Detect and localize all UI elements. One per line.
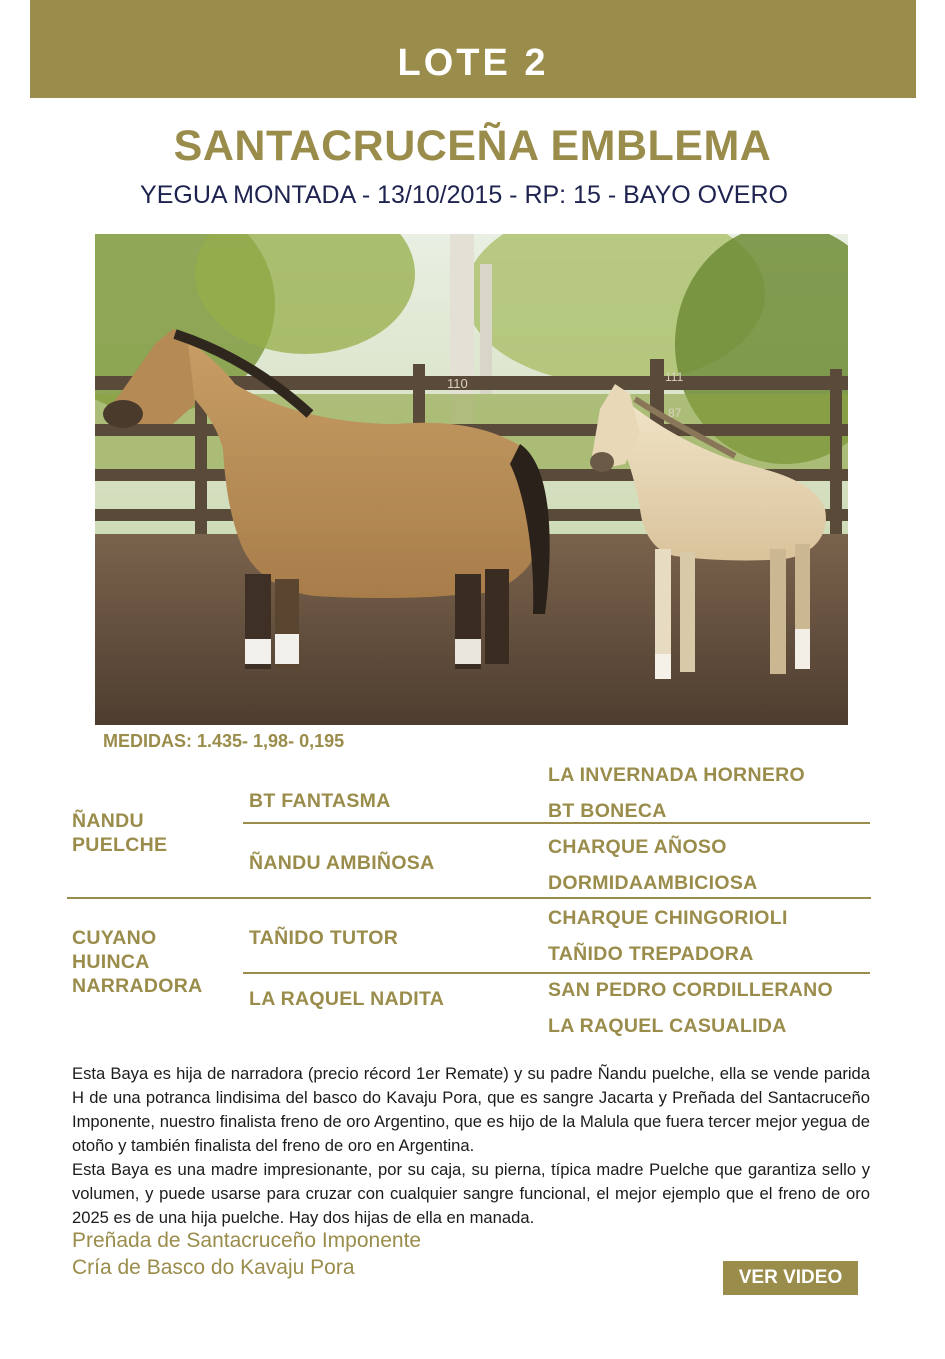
header-bar	[30, 0, 916, 98]
fence-tag-87: 87	[668, 406, 682, 420]
measures-text: MEDIDAS: 1.435- 1,98- 0,195	[103, 731, 345, 751]
pregnancy-note: Preñada de Santacruceño Imponente	[72, 1229, 422, 1252]
sire-dam: ÑANDU AMBIÑOSA	[249, 852, 435, 874]
gen3-entry: SAN PEDRO CORDILLERANO	[548, 979, 834, 1001]
foal-note: Cría de Basco do Kavaju Pora	[72, 1256, 355, 1279]
sire-sire: BT FANTASMA	[249, 790, 391, 812]
description	[72, 1062, 870, 1230]
horse-photo-illustration	[95, 234, 848, 725]
gen3-entry: LA RAQUEL CASUALIDA	[548, 1015, 787, 1037]
dam-name	[72, 926, 203, 998]
pedigree-divider	[67, 897, 871, 899]
gen3-entry: DORMIDAAMBICIOSA	[548, 872, 758, 894]
pedigree-divider	[243, 822, 870, 824]
dam-name-line: NARRADORA	[72, 975, 203, 997]
horse-name: SANTACRUCEÑA EMBLEMA	[173, 122, 772, 170]
fence-tag-111: 111	[665, 370, 684, 384]
sire-name-line: PUELCHE	[72, 834, 168, 856]
dam-dam: LA RAQUEL NADITA	[249, 988, 445, 1010]
horse-subtitle: YEGUA MONTADA - 13/10/2015 - RP: 15 - BAYO OVERO	[140, 181, 788, 209]
fence-tag-110: 110	[447, 376, 468, 391]
dam-sire: TAÑIDO TUTOR	[249, 927, 399, 949]
description-paragraph: Esta Baya es una madre impresionante, por su caja, su pierna, típica madre Puelche que garantiza sello y volumen, y puede usarse para cruzar con cualquier sangre funcional, el mejor ejemplo que el freno de oro 2025 es de una hija puelche. Hay dos hijas de ella en manada.	[72, 1160, 870, 1227]
dam-name-line: HUINCA	[72, 951, 150, 973]
sire-name	[72, 809, 167, 857]
pedigree-divider	[243, 972, 870, 974]
description-paragraph: Esta Baya es hija de narradora (precio récord 1er Remate) y su padre Ñandu puelche, ella se vende parida H de una potranca lindisima del basco do Kavaju Pora, que es sangre Jacarta y Preñada del Santacruceño Imponente, nuestro finalista freno de oro Argentino, que es hijo de la Malula que fuera tercer mejor yegua de otoño y también finalista del freno de oro en Argentina.	[72, 1064, 870, 1155]
lot-title: LOTE 2	[397, 41, 549, 84]
gen3-entry: CHARQUE CHINGORIOLI	[548, 907, 788, 929]
gen3-entry: BT BONECA	[548, 800, 667, 822]
gen3-entry: TAÑIDO TREPADORA	[548, 943, 754, 965]
gen3-entry: CHARQUE AÑOSO	[548, 836, 727, 858]
horse-photo	[95, 234, 848, 725]
gen3-entry: LA INVERNADA HORNERO	[548, 764, 805, 786]
sire-name-line: ÑANDU	[72, 810, 144, 832]
ver-video-button[interactable]: VER VIDEO	[723, 1261, 858, 1295]
dam-name-line: CUYANO	[72, 927, 157, 949]
